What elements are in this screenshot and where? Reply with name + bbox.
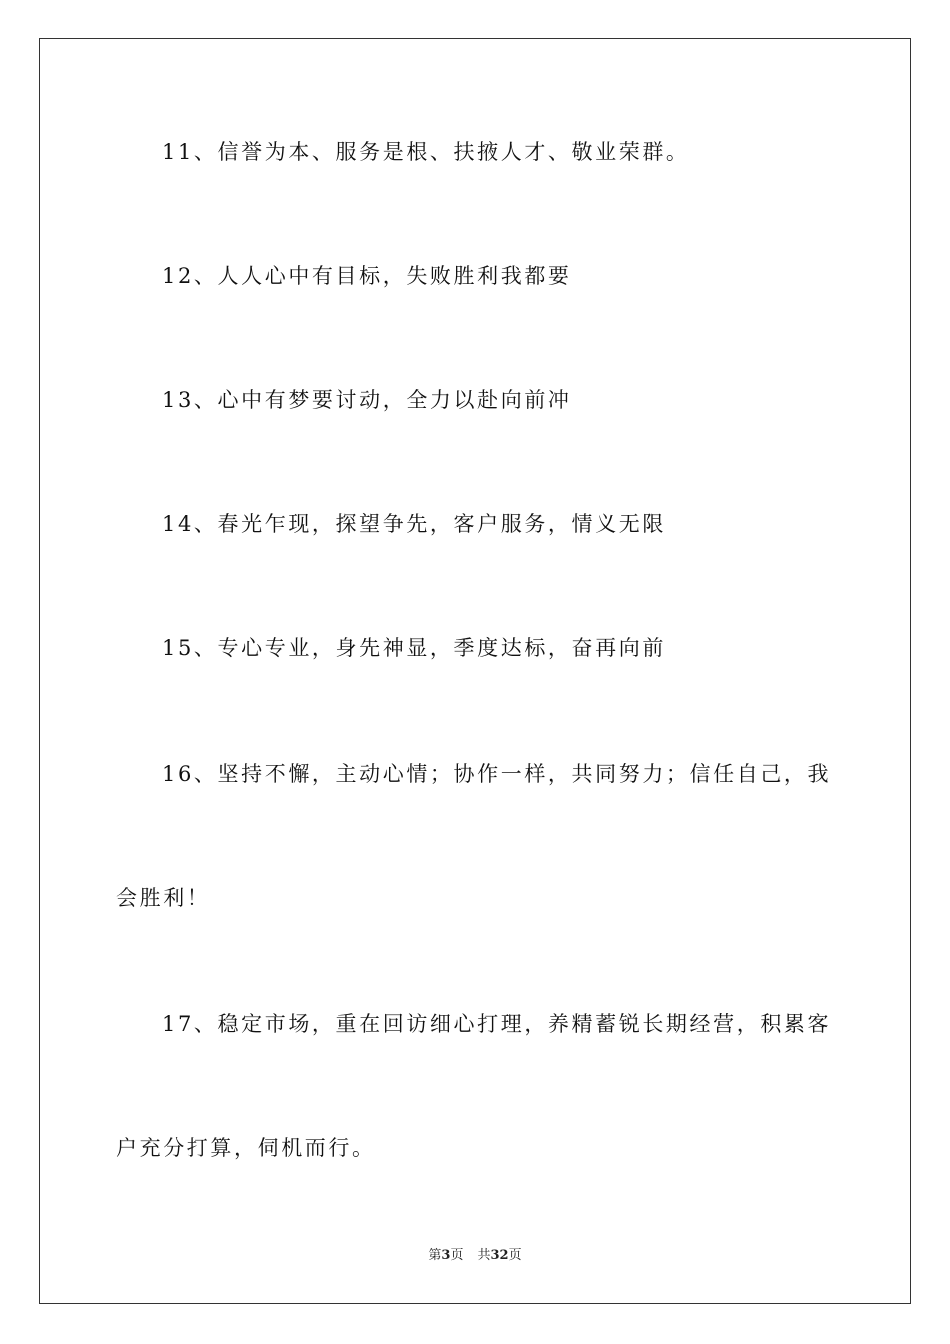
- footer-page-current: 3: [441, 1248, 451, 1263]
- footer-total-suffix: 页: [508, 1248, 522, 1263]
- page-frame: [39, 38, 911, 1304]
- footer-page-suffix: 页: [450, 1248, 464, 1263]
- slogan-line-12: 12、人人心中有目标，失败胜利我都要: [162, 264, 572, 288]
- slogan-line-17: 17、稳定市场，重在回访细心打理，养精蓄锐长期经营，积累客: [162, 1012, 832, 1036]
- slogan-line-17-continued: 户充分打算，伺机而行。: [116, 1136, 376, 1160]
- slogan-line-14: 14、春光乍现，探望争先，客户服务，情义无限: [162, 512, 666, 536]
- slogan-line-11: 11、信誉为本、服务是根、扶掖人才、敬业荣群。: [162, 140, 690, 164]
- slogan-line-13: 13、心中有梦要讨动，全力以赴向前冲: [162, 388, 572, 412]
- slogan-line-16-continued: 会胜利！: [116, 886, 211, 910]
- slogan-line-15: 15、专心专业，身先神显，季度达标，奋再向前: [162, 636, 666, 660]
- footer-page-total: 32: [490, 1248, 509, 1263]
- page-footer: [0, 1247, 950, 1265]
- footer-page-prefix: 第: [428, 1248, 442, 1263]
- footer-total-prefix: 共: [477, 1248, 491, 1263]
- slogan-line-16: 16、坚持不懈，主动心情；协作一样，共同努力；信任自己，我: [162, 762, 832, 786]
